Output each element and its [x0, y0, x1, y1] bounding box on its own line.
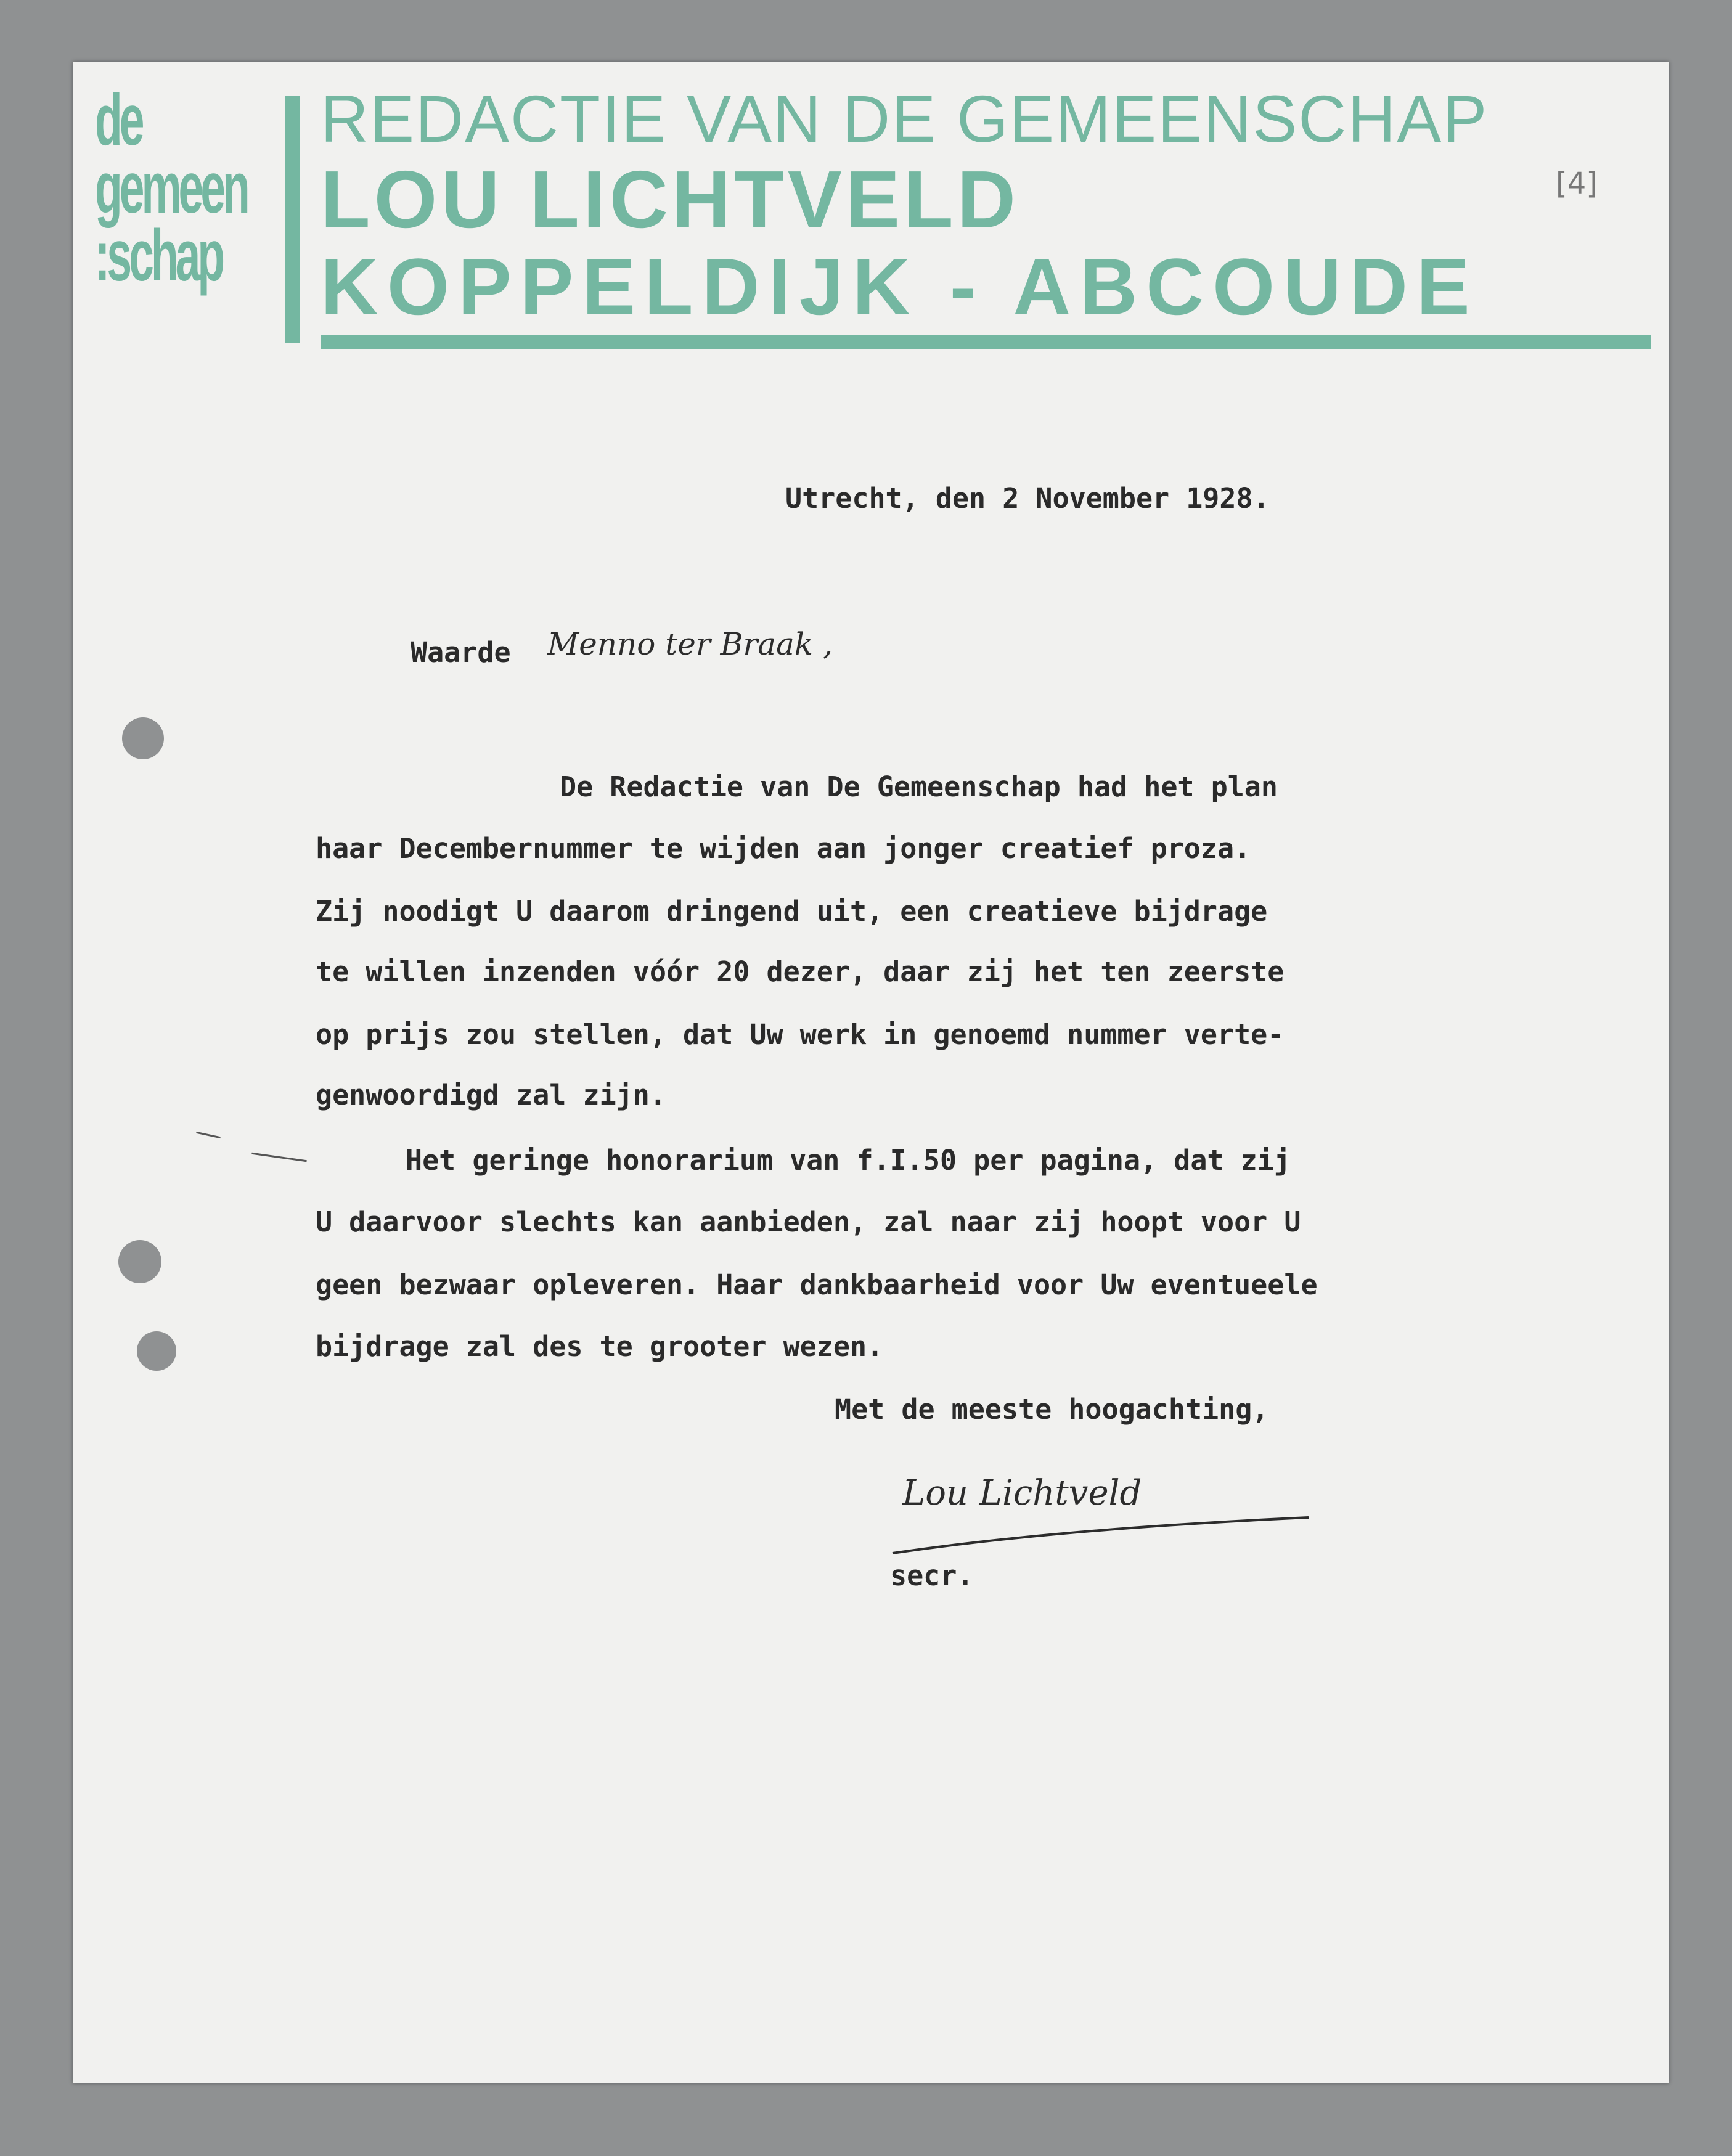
- signature: Lou Lichtveld: [902, 1473, 1142, 1513]
- body-line-5: op prijs zou stellen, dat Uw werk in genoemd nummer verte-: [316, 1018, 1285, 1051]
- punch-hole: [122, 717, 164, 759]
- date-line: Utrecht, den 2 November 1928.: [785, 482, 1270, 515]
- body-line-7: Het geringe honorarium van f.I.50 per pagina, dat zij: [406, 1144, 1291, 1177]
- margin-mark: [251, 1153, 307, 1162]
- letterhead-name: LOU LICHTVELD: [321, 154, 1019, 245]
- archive-number: [4]: [1556, 166, 1598, 201]
- signature-flourish: [874, 1479, 1342, 1566]
- body-line-8: U daarvoor slechts kan aanbieden, zal naar zij hoopt voor U: [316, 1206, 1301, 1238]
- punch-hole: [137, 1331, 176, 1371]
- body-line-10: bijdrage zal des te grooter wezen.: [316, 1330, 884, 1363]
- salutation-typed: Waarde: [411, 636, 511, 669]
- magazine-logo: [95, 80, 329, 343]
- margin-mark: [196, 1132, 221, 1138]
- signature-role: secr.: [890, 1559, 974, 1592]
- logo-line-3: :schap: [95, 215, 223, 296]
- letterhead-address: KOPPELDIJK - ABCOUDE: [321, 242, 1479, 332]
- body-line-1: De Redactie van De Gemeenschap had het plan: [560, 770, 1278, 803]
- closing: Met de meeste hoogachting,: [835, 1393, 1269, 1426]
- body-line-4: te willen inzenden vóór 20 dezer, daar zij het ten zeerste: [316, 955, 1285, 988]
- punch-hole: [118, 1240, 161, 1283]
- logo-bar: [285, 96, 300, 343]
- logo-line-1: de: [95, 80, 142, 161]
- body-line-6: genwoordigd zal zijn.: [316, 1079, 666, 1111]
- letter-sheet: [73, 62, 1669, 2083]
- body-line-9: geen bezwaar opleveren. Haar dankbaarheid voor Uw eventueele: [316, 1268, 1318, 1301]
- letterhead-redactie: REDACTIE VAN DE GEMEENSCHAP: [321, 81, 1489, 156]
- logo-line-2: gemeen: [95, 147, 247, 229]
- salutation-handwritten: Menno ter Braak ,: [547, 626, 833, 662]
- body-line-3: Zij noodigt U daarom dringend uit, een creatieve bijdrage: [316, 895, 1268, 928]
- letterhead-rule: [321, 335, 1651, 349]
- body-line-2: haar Decembernummer te wijden aan jonger creatief proza.: [316, 832, 1251, 865]
